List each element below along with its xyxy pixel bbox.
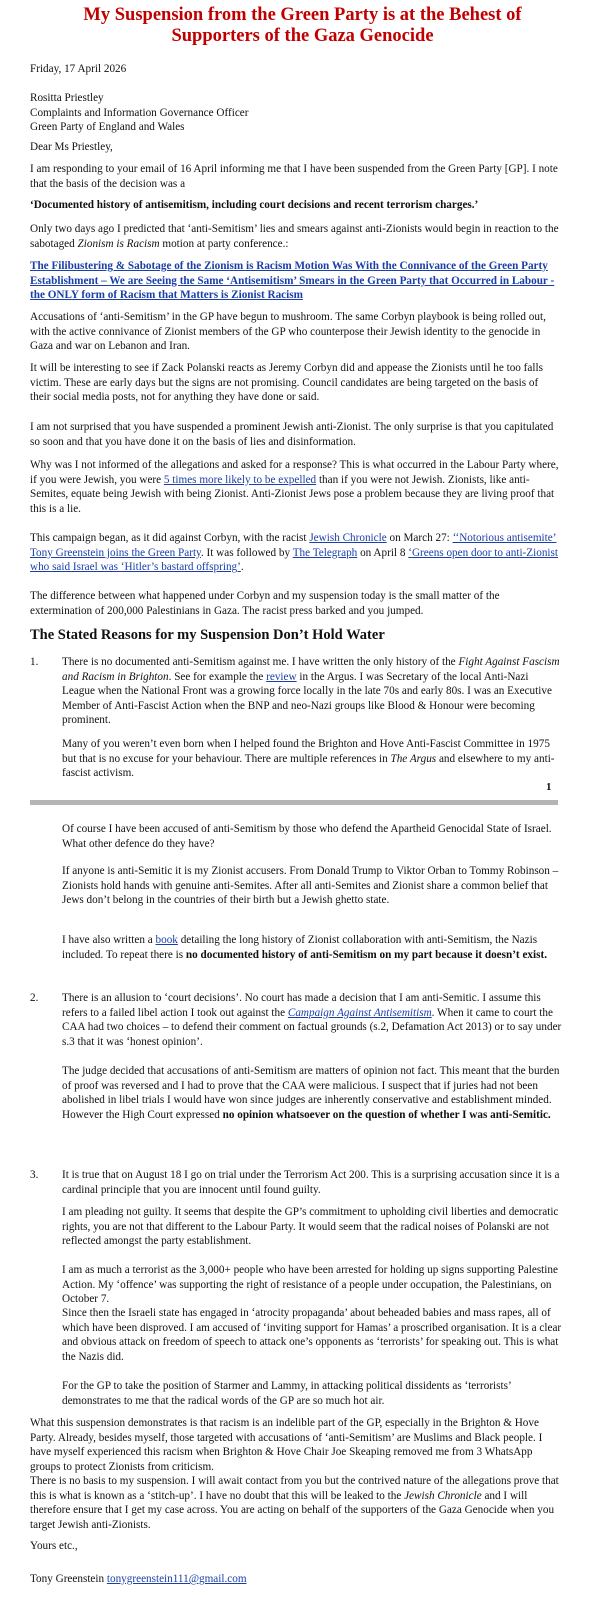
campaign-text-c: . It was followed by — [200, 546, 293, 559]
item-1-number: 1. — [30, 656, 39, 668]
book-text-b: detailing the long history of Zionist collaboration with anti-Semitism, the Nazis included. To repeat there is — [62, 934, 538, 961]
no-basis-text-b: and I will therefore ensure that I get my case across. You are acting on behalf of the supporters of the Gaza Genocide when you target Jewish anti-Zionists. — [30, 1489, 555, 1531]
telegraph-link[interactable]: The Telegraph — [292, 546, 358, 559]
prediction-text-b: motion at party conference.: — [159, 237, 289, 250]
item-3-paragraph-5: For the GP to take the position of Starmer and Lammy, in attacking political dissidents as ‘terrorists’ demonstrates to me that the radical words of the GP are so much hot air. — [62, 1380, 511, 1407]
recipient-org: Green Party of England and Wales — [30, 121, 185, 134]
prediction-motion-name: Zionism is Racism — [77, 237, 160, 250]
prediction-text-a: Only two days ago I predicted that ‘anti-Semitism’ lies and smears against anti-Zionists would begin in reaction to the sabotaged — [30, 223, 559, 250]
signature-line — [30, 1572, 560, 1587]
jc-article-link[interactable]: ‘‘Notorious antisemite’ Tony Greenstein joins the Green Party — [30, 532, 557, 559]
item-3-paragraph-3: I am as much a terrorist as the 3,000+ people who have been arrested for holding up signs supporting Palestine Action. My ‘offence’ was supporting the right of resistance of a people under occupation, the Palestinians, on October 7. — [62, 1264, 558, 1306]
item-2-paragraph — [62, 991, 562, 1049]
polanski-paragraph: It will be interesting to see if Zack Polanski reacts as Jeremy Corbyn did and appease the Zionists until he too falls victim. These are early days but the signs are not promising. Council candidates are being targeted on the basis of their social media posts, not for anything they have done or said. — [30, 362, 543, 404]
jewish-chronicle-link[interactable]: Jewish Chronicle — [309, 532, 387, 544]
recipient-block — [30, 91, 560, 135]
difference-paragraph: The difference between what happened under Corbyn and my suspension today is the small matter of the extermination of 200,000 Palestinians in Gaza. The racist press barked and you jumped. — [30, 590, 500, 617]
accusations-paragraph: Accusations of ‘anti-Semitism’ in the GP have begun to mushroom. The same Corbyn playbook is being rolled out, with the active connivance of Zionist members of the GP who counterpose their Jewish identity to the genocide in Gaza and war on Lebanon and Iran. — [30, 311, 546, 353]
item-1-paragraph-2 — [62, 737, 562, 781]
campaign-paragraph — [30, 531, 560, 575]
item-1-book-title: Fight Against Fascism and Racism in Brighton — [62, 656, 560, 683]
campaign-text-e: . — [240, 561, 244, 574]
item-3-paragraph-1: It is true that on August 18 I go on trial under the Terrorism Act 200. This is a surprising accusation since it is a cardinal principle that you are innocent until found guilty. — [62, 1169, 560, 1196]
signature-email-link[interactable]: tonygreenstein111@gmail.com — [106, 1573, 247, 1585]
suspension-quote: ‘Documented history of antisemitism, including court decisions and recent terrorism charges.’ — [30, 199, 479, 211]
demonstrates-paragraph: What this suspension demonstrates is that racism is an indelible part of the GP, especially in the Brighton & Hove Party. Already, besides myself, those targeted with accusations of ‘anti-Semitism’ are Muslims and Black people. I have myself experienced this racism when Brighton & Hove Chair Joe Skeaping removed me from 3 WhatsApp groups to protect Zionists from criticism. — [30, 1417, 543, 1473]
item-1-text-c: in the Argus. I was Secretary of the local Anti-Nazi League when the National Front was a growing force locally in the late 70s and early 80s. I was an Executive Member of Anti-Fascist Action when the BNP and neo-Nazi groups like Blood & Honour were becoming prominent. — [62, 670, 552, 727]
salutation: Dear Ms Priestley, — [30, 141, 113, 153]
prediction-paragraph — [30, 222, 560, 251]
no-basis-jc: Jewish Chronicle — [404, 1489, 482, 1502]
item-2-p2-emphasis: no opinion whatsoever on the question of whether I was anti-Semitic. — [222, 1108, 551, 1121]
why-text-a: Why was I not informed of the allegations and asked for a response? This is what occurred in the Labour Party where, if you were Jewish, you were — [30, 459, 559, 486]
surprised-paragraph: I am not surprised that you have suspended a prominent Jewish anti-Zionist. The only surprise is that you capitulated so soon and that you have done it on the basis of lies and disinformation. — [30, 421, 554, 448]
book-paragraph — [62, 933, 562, 962]
recipient-name: Rositta Priestley — [30, 92, 104, 104]
book-link[interactable]: book — [155, 934, 178, 946]
item-2-p2-text: The judge decided that accusations of anti-Semitism are matters of opinion not fact. This meant that the burden of proof was reversed and I had to prove that the CAA were malicious. I suspect that if juries had not been abolished in libel trials I would have won since judges are inherently conservative and establishment minded. However the High Court expressed — [62, 1065, 560, 1121]
why-text-b: than if you were not Jewish. Zionists, like anti-Semites, equate being Jewish with being Zionist. Anti-Zionist Jews pose a problem because they are living proof that this is a lie. — [30, 473, 555, 515]
title-line-2: Supporters of the Gaza Genocide — [171, 26, 434, 46]
title-line-1: My Suspension from the Green Party is at the Behest of — [83, 5, 522, 25]
recipient-role: Complaints and Information Governance Officer — [30, 106, 249, 119]
item-2-paragraph-2 — [62, 1064, 562, 1122]
book-text-a: I have also written a — [62, 934, 156, 946]
of-course-paragraph: Of course I have been accused of anti-Semitism by those who defend the Apartheid Genocidal State of Israel. What other defence do they have? — [62, 823, 552, 850]
item-1-text-b: . See for example the — [168, 670, 267, 683]
intro-paragraph: I am responding to your email of 16 April informing me that I have been suspended from the Green Party [GP]. I note that the basis of the decision was a — [30, 163, 558, 190]
item-1-p2-text-b: and elsewhere to my anti-fascist activism. — [62, 752, 555, 780]
item-2-text-a: There is an allusion to ‘court decisions’. No court has made a decision that I am anti-Semitic. I assume this refers to a failed libel action I took out against the — [62, 992, 541, 1019]
letter-date: Friday, 17 April 2026 — [30, 63, 127, 75]
page-break-divider — [30, 800, 558, 805]
item-1-paragraph — [62, 655, 562, 728]
item-1-p2-text-a: Many of you weren’t even born when I helped found the Brighton and Hove Anti-Fascist Committee in 1975 but that is no excuse for your behaviour. There are multiple references in — [62, 738, 550, 765]
campaign-text-d: on April 8 — [357, 546, 409, 559]
blog-post-link[interactable]: The Filibustering & Sabotage of the Zionism is Racism Motion Was With the Connivance of the Green Party Establishment – We are Seeing the Same ‘Antisemitism’ Smears in the Green Party that Occurred in Labour - the ONLY form of Racism that Matters is Zionist Racism — [30, 260, 555, 302]
campaign-text-a: This campaign began, as it did against Corbyn, with the racist — [30, 532, 310, 544]
expulsion-stats-link[interactable]: 5 times more likely to be expelled — [163, 473, 317, 486]
no-basis-paragraph — [30, 1474, 560, 1532]
item-3-paragraph-4: Since then the Israeli state has engaged in ‘atrocity propaganda’ about beheaded babies and mass rapes, all of which have been disproved. I am accused of ‘inviting support for Hamas’ a proscribed organisation. It is a clear and obvious attack on freedom of speech to attack one’s opponents as ‘terrorists’ for speaking out. This is what the Nazis did. — [62, 1307, 562, 1363]
if-anyone-paragraph: If anyone is anti-Semitic it is my Zionist accusers. From Donald Trump to Viktor Orban to Tommy Robinson – Zionists hold hands with genuine anti-Semites. After all anti-Semites and Zionist share a common belief that Jews don’t belong in the countries of their birth but a Jewish ghetto state. — [62, 865, 559, 907]
book-emphasis: no documented history of anti-Semitism on my part because it doesn’t exist. — [185, 948, 547, 961]
page-number: 1 — [546, 781, 552, 793]
item-2-text-b: . When it came to court the CAA had two choices – to defend their comment on factual grounds (s.2, Defamation Act 2013) or to say under s.3 that it was ‘honest opinion’. — [62, 1006, 562, 1048]
item-3-paragraph-2: I am pleading not guilty. It seems that despite the GP’s commitment to upholding civil liberties and democratic rights, you are not that different to the Labour Party. It would seem that the radical noises of Polanski are not reflected amongst the party establishment. — [62, 1206, 559, 1248]
item-2-number: 2. — [30, 992, 39, 1004]
no-basis-text-a: There is no basis to my suspension. I will await contact from you but the contrived nature of the allegations prove that this is what is known as a ‘stitch-up’. I have no doubt that this will be leaked to the — [30, 1475, 559, 1502]
item-3-number: 3. — [30, 1169, 39, 1181]
caa-link[interactable]: Campaign Against Antisemitism — [287, 1006, 432, 1019]
signature-name: Tony Greenstein — [30, 1573, 107, 1585]
campaign-text-b: on March 27: — [386, 532, 453, 544]
item-1-p2-argus: The Argus — [390, 752, 437, 765]
why-not-informed-paragraph — [30, 458, 560, 516]
section-heading: The Stated Reasons for my Suspension Don’t Hold Water — [30, 627, 385, 643]
argus-review-link[interactable]: review — [266, 670, 297, 683]
blog-link-paragraph — [30, 259, 560, 303]
letter-title — [10, 5, 595, 47]
sign-off: Yours etc., — [30, 1540, 78, 1552]
item-1-text-a: There is no documented anti-Semitism against me. I have written the only history of the — [62, 656, 459, 668]
telegraph-article-link[interactable]: ‘Greens open door to anti-Zionist who said Israel was ‘Hitler’s bastard offspring’ — [30, 546, 558, 574]
